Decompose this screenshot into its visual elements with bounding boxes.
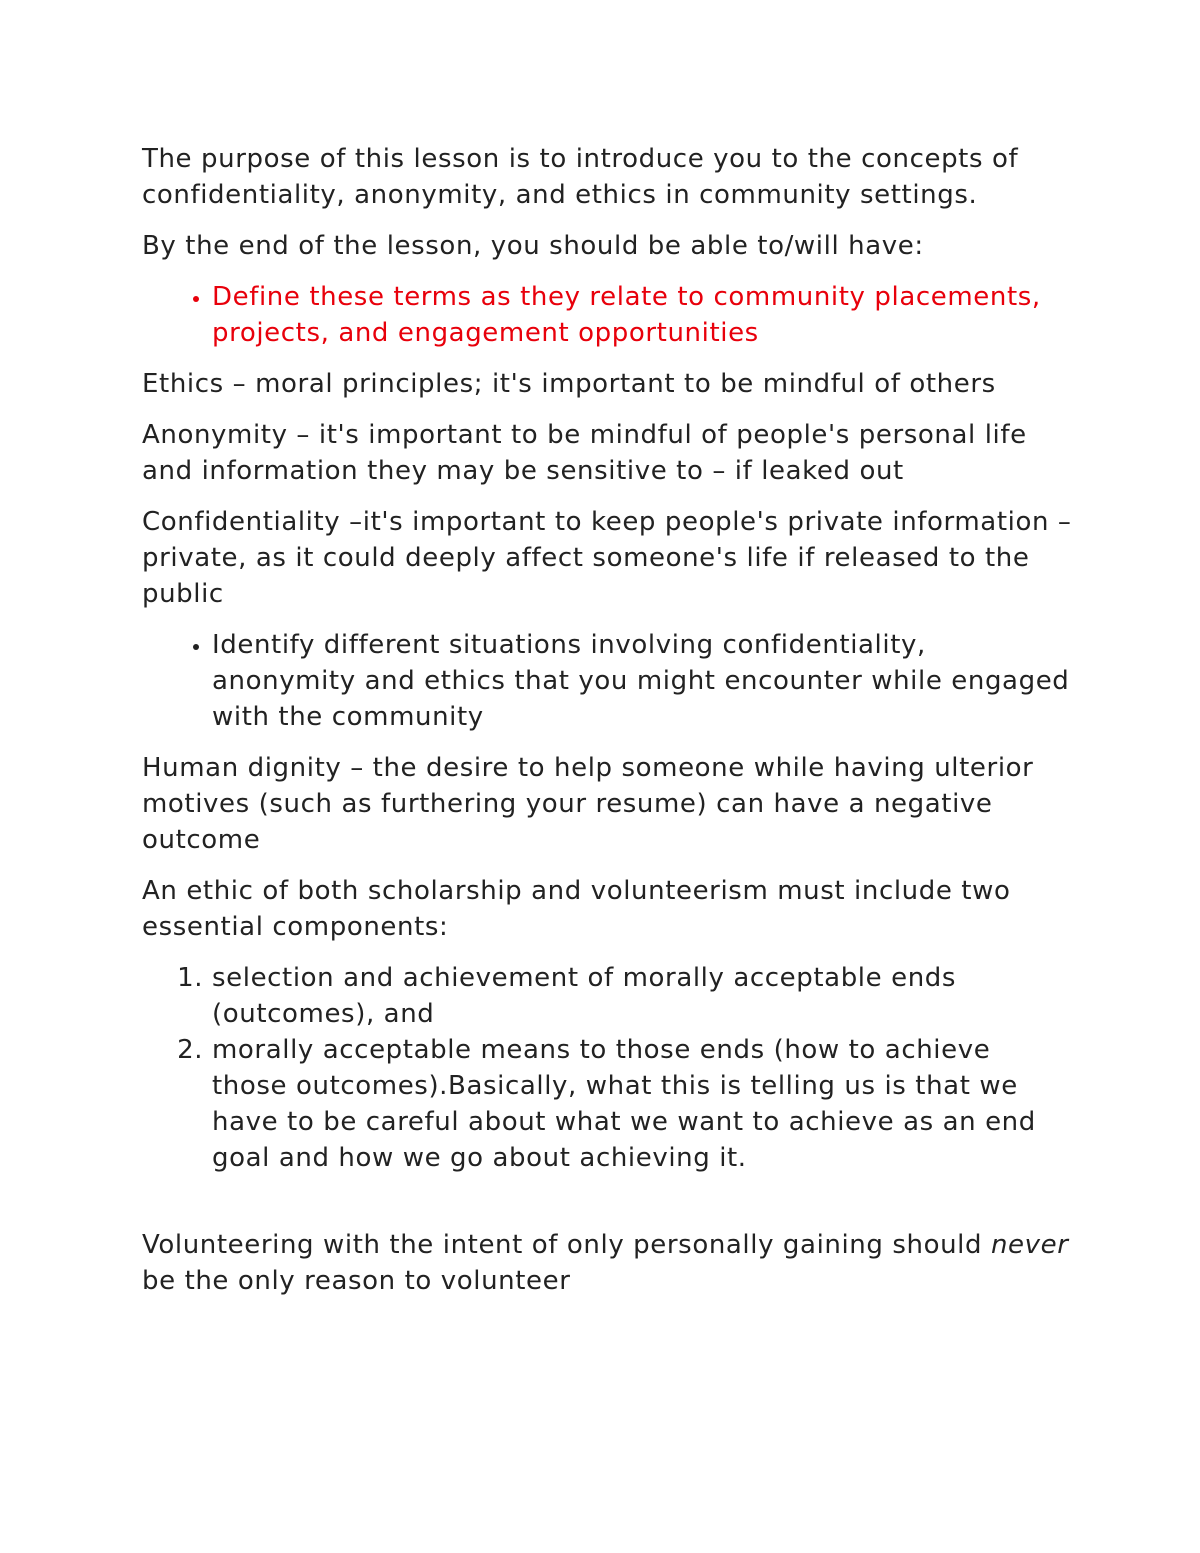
human-dignity-paragraph: Human dignity – the desire to help someone while having ulterior motives (such as furthering your resume) can have a negative outcome (142, 753, 1034, 855)
objective-identify-situations: • Identify different situations involving confidentiality, anonymity and ethics that you might encounter while engaged with the community (212, 627, 1072, 735)
closing-end: be the only reason to volunteer (142, 1266, 571, 1296)
intro-paragraph: The purpose of this lesson is to introduce you to the concepts of confidentiality, anonymity, and ethics in community settings. (142, 144, 1019, 210)
objectives-list-1 (142, 279, 1072, 351)
ethics-definition: Ethics – moral principles; it's important to be mindful of others (142, 369, 996, 399)
blank-line (142, 1191, 1072, 1227)
component-item: 1. selection and achievement of morally acceptable ends (outcomes), and (212, 960, 1072, 1032)
objectives-lead: By the end of the lesson, you should be able to/will have: (142, 231, 924, 261)
ethic-lead: An ethic of both scholarship and volunteerism must include two essential components: (142, 876, 1011, 942)
closing-start: Volunteering with the intent of only personally gaining should (142, 1230, 991, 1260)
document-page (142, 141, 1072, 1314)
components-list (142, 960, 1072, 1176)
closing-paragraph (142, 1227, 1072, 1299)
component-item: 2. morally acceptable means to those ends (how to achieve those outcomes).Basically, what this is telling us is that we have to be careful about what we want to achieve as an end goal and how we go about achieving it. (212, 1032, 1072, 1176)
confidentiality-definition: Confidentiality –it's important to keep people's private information – private, as it could deeply affect someone's life if released to the public (142, 507, 1072, 609)
closing-emphasis: never (990, 1230, 1069, 1260)
objective-define-terms: • Define these terms as they relate to community placements, projects, and engagement opportunities (212, 279, 1072, 351)
anonymity-definition: Anonymity – it's important to be mindful of people's personal life and information they may be sensitive to – if leaked out (142, 420, 1027, 486)
objectives-list-2 (142, 627, 1072, 735)
